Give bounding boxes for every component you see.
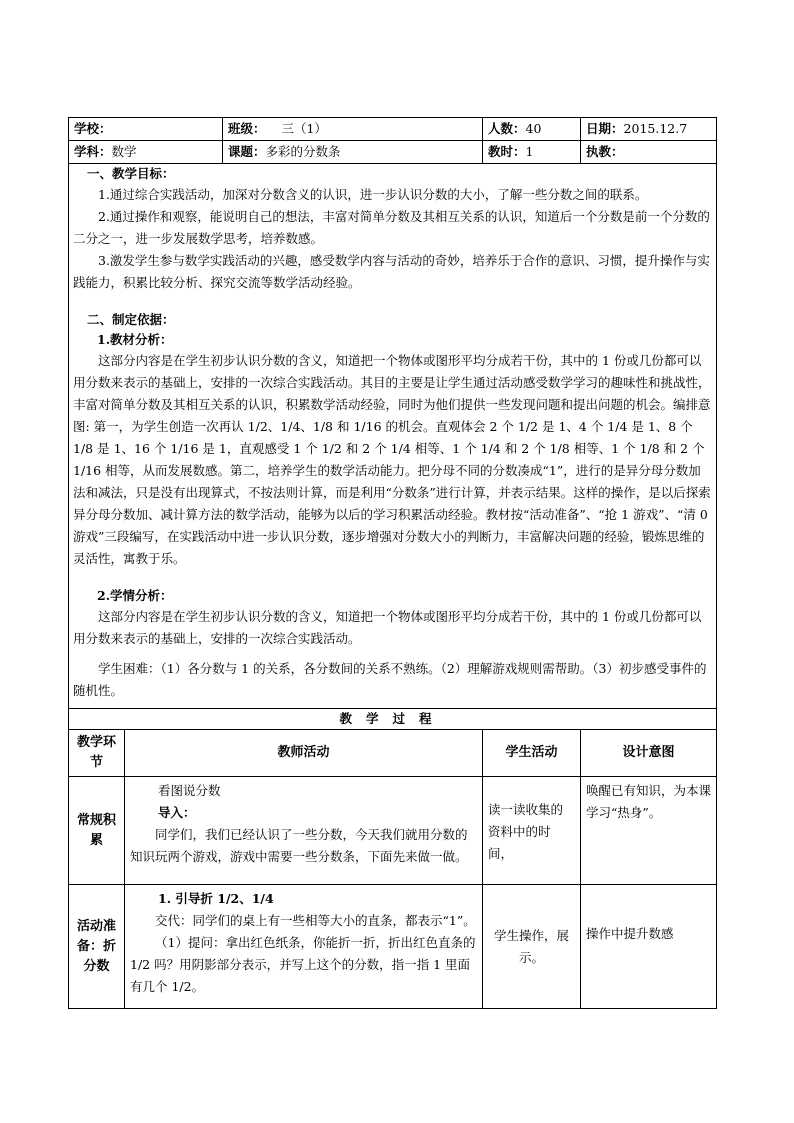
class-cell xyxy=(223,118,483,141)
process-header-row xyxy=(69,730,717,777)
spacer xyxy=(73,570,712,586)
goal-item-3: 3.激发学生参与数学实践活动的兴趣，感受数学内容与活动的奇妙，培养乐于合作的意识、习惯，提升操作与实践能力，积累比较分析、探究交流等数学活动经验。 xyxy=(73,253,710,290)
content-row xyxy=(69,164,717,709)
stage-cell: 常规积累 xyxy=(69,777,125,885)
material-text: 这部分内容是在学生初步认识分数的含义，知道把一个物体或图形平均分成若干份，其中的 1 份或几份都可以用分数来表示的基础上，安排的一次综合实践活动。其目的主要是让学生通过活动感受数学学习的趣味性和挑战性，丰富对简单分数及其相互关系的认识，积累数学活动经验，同时为他们提供一些发现问题和提出问题的机会。编排意图: 第一，为学生创造一次再认 1/2、1/4、1/8 和 1/16 的机会。直观体会 2 个 1/2 是 1、4 个 1/4 是 1、8 个 1/8 是 1、16 个 1/16 是 1，直观感受 1 个 1/2 和 2 个 1/4 相等、1 个 1/4 和 2 个 1/8 相等、1 个 1/8 和 2 个 1/16 相等，从而发展数感。第二，培养学生的数学活动能力。把分母不同的分数凑成“1”，进行的是异分母分数加法和减法，只是没有出现算式，不按法则计算，而是利用“分数条”进行计算，并表示结果。这样的操作，是以后探索异分母分数加、减计算方法的数学活动，能够为以后的学习积累活动经验。教材按“活动准备”、“抢 1 游戏”、“清 0 游戏”三段编写，在实践活动中进一步认识分数，逐步增强对分数大小的判断力，丰富解决问题的经验，锻炼思维的灵活性，寓教于乐。 xyxy=(73,353,711,566)
date-value: 2015.12.7 xyxy=(623,121,688,136)
teacher-line: 交代：同学们的桌上有一些相等大小的直条，都表示“1”。 xyxy=(155,913,476,928)
count-cell xyxy=(483,118,581,141)
student-analysis-title: 2.学情分析： xyxy=(97,588,173,603)
goal-item-1: 1.通过综合实践活动，加深对分数含义的认识，进一步认识分数的大小，了解一些分数之间的联系。 xyxy=(98,187,648,202)
intent-text: 操作中提升数感 xyxy=(586,926,674,941)
col-intent-header: 设计意图 xyxy=(581,730,717,777)
class-value: 三（1） xyxy=(281,121,327,136)
teacher-line: 导入： xyxy=(158,805,196,820)
subject-value: 数学 xyxy=(111,144,137,159)
date-cell xyxy=(581,118,717,141)
topic-label: 课题： xyxy=(228,144,266,159)
intent-cell xyxy=(581,885,717,1009)
date-label: 日期： xyxy=(586,121,624,136)
teacher-line: 看图说分数 xyxy=(158,783,221,798)
teacher-activity-cell xyxy=(125,885,483,1009)
col-stage-header: 教学环节 xyxy=(69,730,125,777)
school-cell xyxy=(69,118,223,141)
spacer xyxy=(73,650,712,658)
class-label: 班级： xyxy=(228,121,266,136)
teacher-line: 同学们，我们已经认识了一些分数，今天我们就用分数的知识玩两个游戏，游戏中需要一些分数条，下面先来做一做。 xyxy=(130,827,468,864)
teacher-cell xyxy=(581,141,717,164)
count-value: 40 xyxy=(525,121,542,136)
student-difficulty-text: 学生困难：（1）各分数与 1 的关系，各分数间的关系不熟练。（2）理解游戏规则需帮助。（3）初步感受事件的随机性。 xyxy=(73,661,707,698)
header-row-2 xyxy=(69,141,717,164)
period-value: 1 xyxy=(525,144,534,159)
goals-title: 一、教学目标： xyxy=(87,166,175,181)
process-title-row xyxy=(69,709,717,730)
topic-value: 多彩的分数条 xyxy=(265,144,341,159)
process-title: 教学过程 xyxy=(69,709,717,730)
basis-title: 二、制定依据： xyxy=(87,312,175,327)
teacher-activity-cell xyxy=(125,777,483,885)
student-activity-text: 读一读收集的资料中的时间， xyxy=(488,802,564,861)
student-activity-cell xyxy=(483,885,581,1009)
school-label: 学校： xyxy=(74,121,112,136)
teacher-line: （1）提问：拿出红色纸条，你能折一折，折出红色直条的 1/2 吗？用阴影部分表示，并写上这个的分数，指一指 1 里面有几个 1/2。 xyxy=(130,935,476,994)
student-activity-text: 学生操作，展示。 xyxy=(494,927,570,965)
stage-cell: 活动准备：折分数 xyxy=(69,885,125,1009)
teacher-line: 1. 引导折 1/2、1/4 xyxy=(158,891,274,906)
count-label: 人数： xyxy=(488,121,526,136)
col-teacher-header: 教师活动 xyxy=(125,730,483,777)
process-row xyxy=(69,885,717,1009)
subject-cell xyxy=(69,141,223,164)
period-cell xyxy=(483,141,581,164)
material-title: 1.教材分析： xyxy=(97,332,173,347)
student-activity-cell xyxy=(483,777,581,885)
spacer xyxy=(73,294,712,310)
teacher-label: 执教： xyxy=(586,144,624,159)
period-label: 教时： xyxy=(488,144,526,159)
goal-item-2: 2.通过操作和观察，能说明自己的想法，丰富对简单分数及其相互关系的认识，知道后一个分数是前一个分数的二分之一，进一步发展数学思考，培养数感。 xyxy=(73,209,710,246)
lesson-plan xyxy=(68,117,716,1009)
col-student-header: 学生活动 xyxy=(483,730,581,777)
lesson-plan-table xyxy=(68,117,717,1009)
intent-cell xyxy=(581,777,717,885)
subject-label: 学科： xyxy=(74,144,112,159)
student-analysis-text: 这部分内容是在学生初步认识分数的含义，知道把一个物体或图形平均分成若干份，其中的 1 份或几份都可以用分数来表示的基础上，安排的一次综合实践活动。 xyxy=(73,609,702,646)
intent-text: 唤醒已有知识，为本课学习“热身”。 xyxy=(586,783,712,820)
header-row-1 xyxy=(69,118,717,141)
content-cell xyxy=(69,164,717,709)
process-row xyxy=(69,777,717,885)
topic-cell xyxy=(223,141,483,164)
